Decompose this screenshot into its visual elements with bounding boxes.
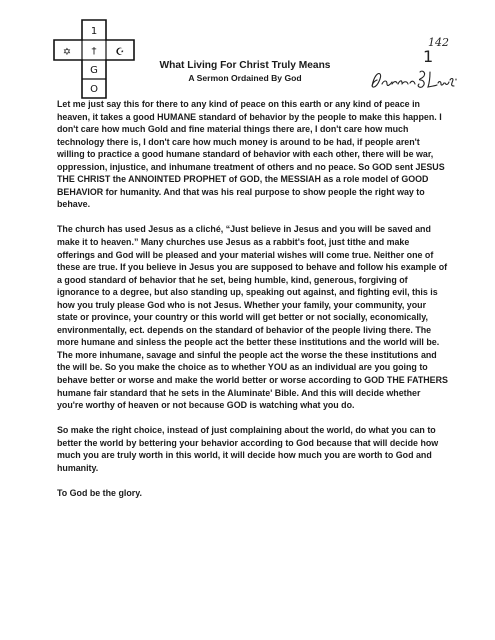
cross-logo-drawing — [52, 18, 136, 100]
cross-symbol-icon: † — [91, 46, 97, 57]
header — [140, 59, 350, 84]
star-of-david-icon: ✡ — [62, 47, 72, 58]
signature — [368, 66, 460, 92]
paragraph-4: To God be the glory. — [57, 487, 142, 498]
document-title: What Living For Christ Truly Means — [159, 60, 331, 71]
handwritten-number: 142 — [428, 36, 449, 49]
logo-cell-middle: G — [90, 65, 98, 76]
crescent-star-icon: ☪ — [115, 47, 125, 58]
paragraph-1: Let me just say this for there to any kind of peace on this earth or any kind of peace in heaven, it takes a good HUMANE standard of behavior by the people to make this happen. I don't care how much Gold and fine material things there are, I don't care how much technology there is, I don't care how much money is around to be had, if people aren't willing to practice a good humane standard of behavior with each other, there will be war, oppression, injustice, and inhumane treatment of others and no peace. So GOD sent JESUS THE CHRIST the ANNOINTED PROPHET of GOD, the MESSIAH as a role model of GOOD BEHAVIOR for humanity. And that was his real purpose to show people the right way to behave. — [57, 99, 445, 210]
document-subtitle: A Sermon Ordained By God — [188, 73, 302, 83]
logo-cell-bottom: O — [90, 84, 98, 95]
logo-cell-top: 1 — [90, 26, 98, 37]
paragraph-3: So make the right choice, instead of just complaining about the world, do what you can to better the world by bettering your behavior according to God because that will decide how much you are truly worth in this world, it will decide how much you are worth to God and humanity. — [57, 425, 439, 473]
page-number: 1 — [423, 47, 434, 66]
sermon-body — [57, 98, 449, 512]
cross-logo — [52, 18, 136, 100]
paragraph-2: The church has used Jesus as a cliché, “Just believe in Jesus and you will be saved and make it to heaven.” Many churches use Jesus as a rabbit's foot, just tithe and make offerings and God will be pleased and your material wishes will come true. Neither one of these are true. If you believe in Jesus you are supposed to behave and follow his example of a good standard of behavior that he set, being humble, kind, generous, forgiving of ignorance to a degree, but also standing up, speaking out against, and fighting evil, this is how you truly please God who is not Jesus. Whether your family, your community, your state or province, your country or this world will get better or not socially, economically, environmentally, ect. depends on the standard of behavior of the people living there. The more humane and sinless the people act the better these institutions and the world will be. The more inhumane, savage and sinful the people act the worse the these institutions and the will be. So you make the choice as to whether YOU as an individual are you going to behave better or worse and make the world better or worse according to GOD THE FATHERS humane fair standard that he sets in the Aluminate' Bible. And this will decide whether you're worthy of heaven or not because GOD is watching what you do. — [57, 224, 448, 411]
